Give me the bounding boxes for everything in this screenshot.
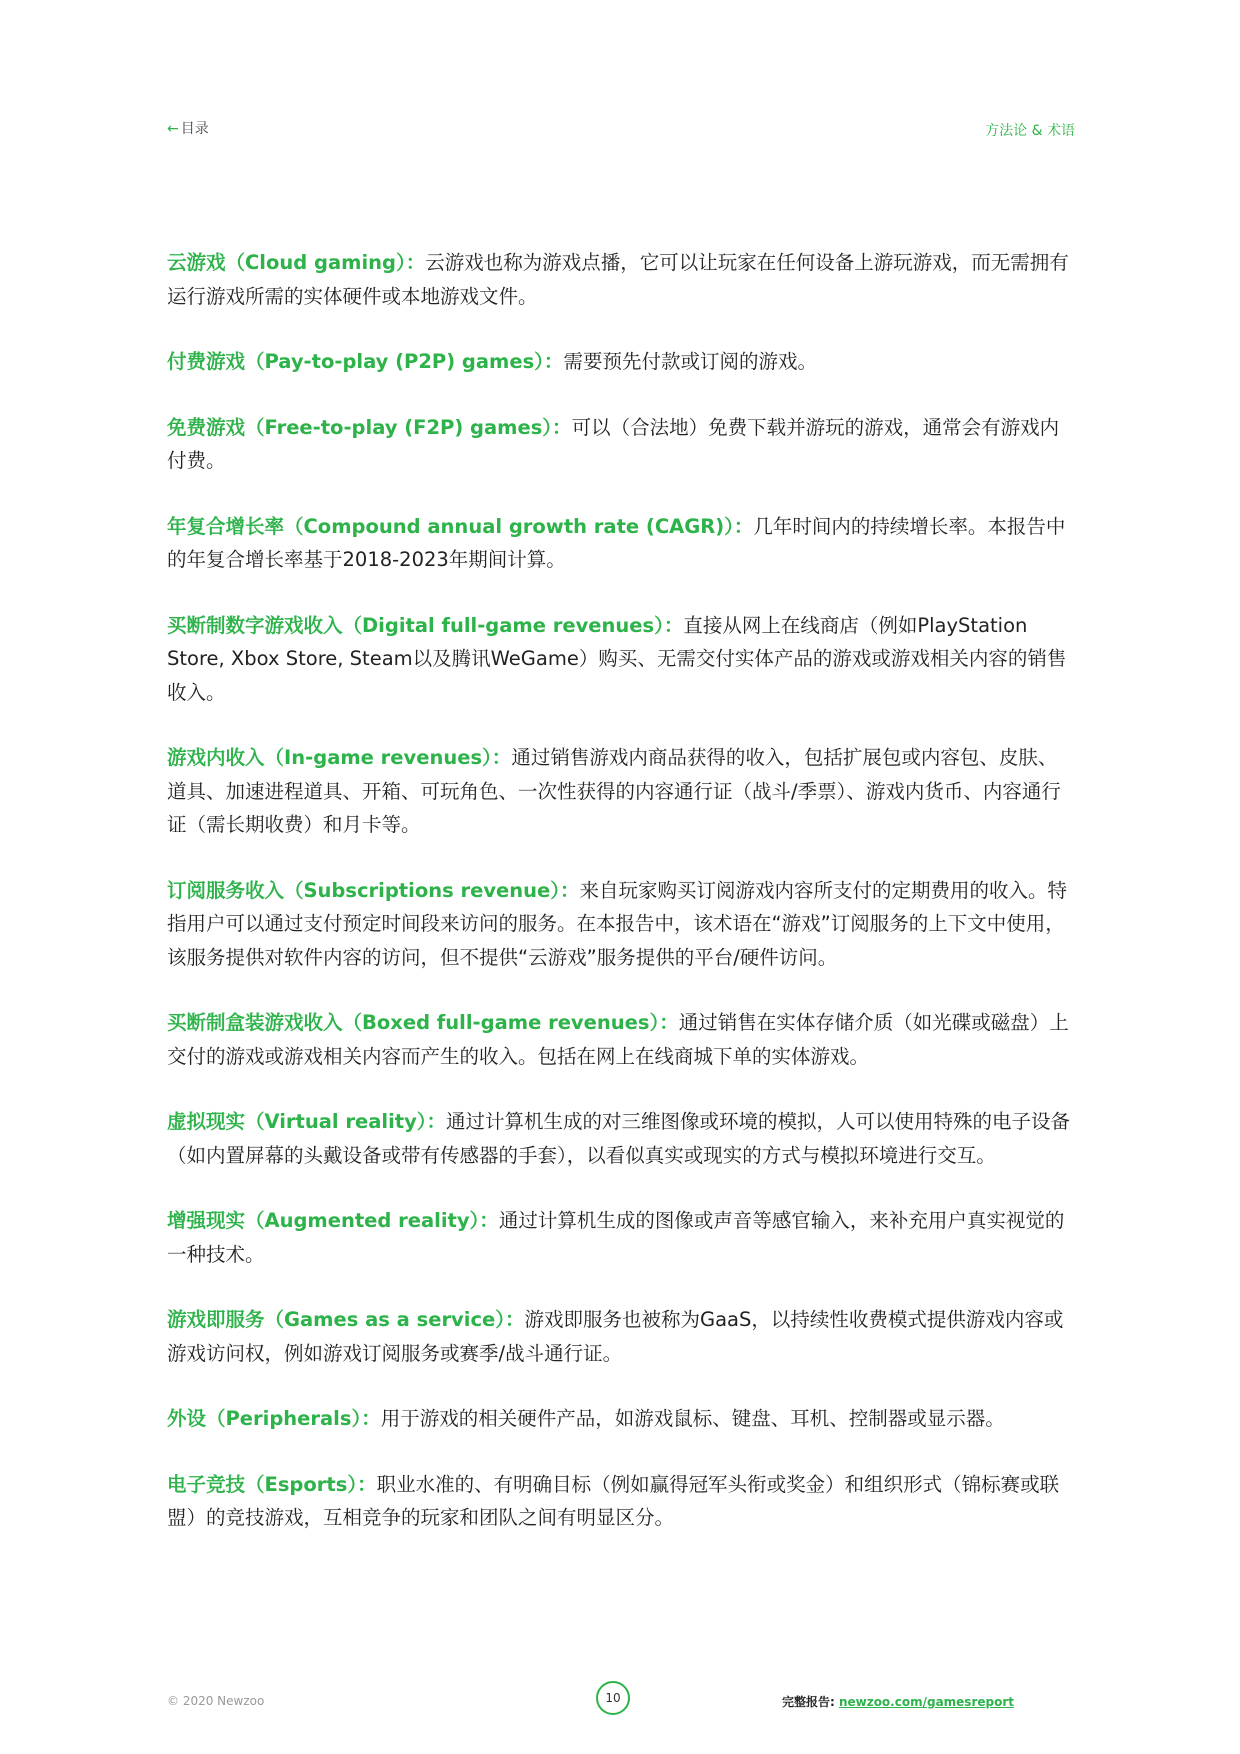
definition: 云游戏也称为游戏点播，它可以让玩家在任何设备上游玩游戏，而无需拥有运行游戏所需的实体硬件或本地游戏文件。: [167, 251, 1069, 308]
glossary-list: [167, 246, 1075, 1567]
contents-label: 目录: [180, 121, 209, 137]
full-report-link[interactable]: newzoo.com/gamesreport: [838, 1695, 1014, 1709]
glossary-entry-games-as-a-service: [167, 1303, 1075, 1370]
term: 买断制盒装游戏收入（Boxed full-game revenues）：: [167, 1011, 679, 1034]
page-number: [596, 1681, 630, 1715]
glossary-entry-subscriptions: [167, 874, 1075, 975]
glossary-entry-boxed-full-game: [167, 1006, 1075, 1073]
term: 外设（Peripherals）：: [167, 1407, 381, 1430]
section-title: 方法论 & 术语: [985, 123, 1075, 139]
definition: 游戏即服务也被称为GaaS，以持续性收费模式提供游戏内容或游戏访问权，例如游戏订阅服务或赛季/战斗通行证。: [167, 1308, 1064, 1365]
term: 增强现实（Augmented reality）：: [167, 1209, 499, 1232]
glossary-entry-virtual-reality: [167, 1105, 1075, 1172]
glossary-entry-cagr: [167, 510, 1075, 577]
full-report: [782, 1693, 1014, 1710]
term: 付费游戏（Pay-to-play (P2P) games）：: [167, 350, 564, 373]
full-report-label: 完整报告:: [781, 1695, 839, 1709]
page-number-value: 10: [605, 1691, 621, 1705]
definition: 几年时间内的持续增长率。本报告中的年复合增长率基于2018-2023年期间计算。: [167, 514, 1066, 571]
definition: 来自玩家购买订阅游戏内容所支付的定期费用的收入。特指用户可以通过支付预定时间段来访问的服务。在本报告中，该术语在“游戏”订阅服务的上下文中使用，该服务提供对软件内容的访问，但不提供“云游戏”服务提供的平台/硬件访问。: [167, 878, 1068, 969]
definition: 通过销售游戏内商品获得的收入，包括扩展包或内容包、皮肤、道具、加速进程道具、开箱、可玩角色、一次性获得的内容通行证（战斗/季票）、游戏内货币、内容通行证（需长期收费）和月卡等。: [167, 746, 1061, 836]
glossary-entry-in-game: [167, 741, 1075, 842]
term: 电子竞技（Esports）：: [167, 1472, 377, 1496]
glossary-entry-cloud-gaming: [167, 246, 1075, 313]
term: 游戏内收入（In-game revenues）：: [167, 746, 512, 769]
definition: 通过计算机生成的图像或声音等感官输入，来补充用户真实视觉的一种技术。: [167, 1209, 1065, 1266]
glossary-entry-esports: [167, 1468, 1075, 1535]
definition: 职业水准的、有明确目标（例如赢得冠军头衔或奖金）和组织形式（锦标赛或联盟）的竞技游戏，互相竞争的玩家和团队之间有明显区分。: [167, 1472, 1060, 1529]
glossary-entry-digital-full-game: [167, 609, 1075, 710]
copyright: © 2020 Newzoo: [167, 1694, 265, 1708]
term: 虚拟现实（Virtual reality）：: [167, 1110, 447, 1133]
glossary-entry-f2p: [167, 411, 1075, 478]
back-arrow-icon: ←: [167, 121, 179, 137]
definition: 通过销售在实体存储介质（如光碟或磁盘）上交付的游戏或游戏相关内容而产生的收入。包括在网上在线商城下单的实体游戏。: [167, 1011, 1069, 1068]
term: 免费游戏（Free-to-play (F2P) games）：: [167, 415, 572, 439]
definition: 需要预先付款或订阅的游戏。: [563, 350, 817, 373]
term: 订阅服务收入（Subscriptions revenue）：: [167, 878, 580, 902]
definition: 可以（合法地）免费下载并游玩的游戏，通常会有游戏内付费。: [167, 415, 1060, 472]
definition: 通过计算机生成的对三维图像或环境的模拟，人可以使用特殊的电子设备（如内置屏幕的头戴设备或带有传感器的手套），以看似真实或现实的方式与模拟环境进行交互。: [167, 1110, 1071, 1167]
term: 游戏即服务（Games as a service）：: [167, 1308, 525, 1331]
definition: 直接从网上在线商店（例如PlayStation Store, Xbox Store, Steam以及腾讯WeGame）购买、无需交付实体产品的游戏或游戏相关内容的销售收入。: [167, 613, 1067, 704]
glossary-entry-augmented-reality: [167, 1204, 1075, 1271]
back-to-contents-link[interactable]: [167, 118, 209, 138]
glossary-entry-p2p: [167, 345, 1075, 379]
term: 云游戏（Cloud gaming）：: [167, 251, 426, 274]
term: 年复合增长率（Compound annual growth rate (CAGR)）：: [167, 514, 754, 538]
glossary-entry-peripherals: [167, 1402, 1075, 1436]
term: 买断制数字游戏收入（Digital full-game revenues）：: [167, 613, 684, 637]
definition: 用于游戏的相关硬件产品，如游戏鼠标、键盘、耳机、控制器或显示器。: [380, 1407, 1005, 1430]
